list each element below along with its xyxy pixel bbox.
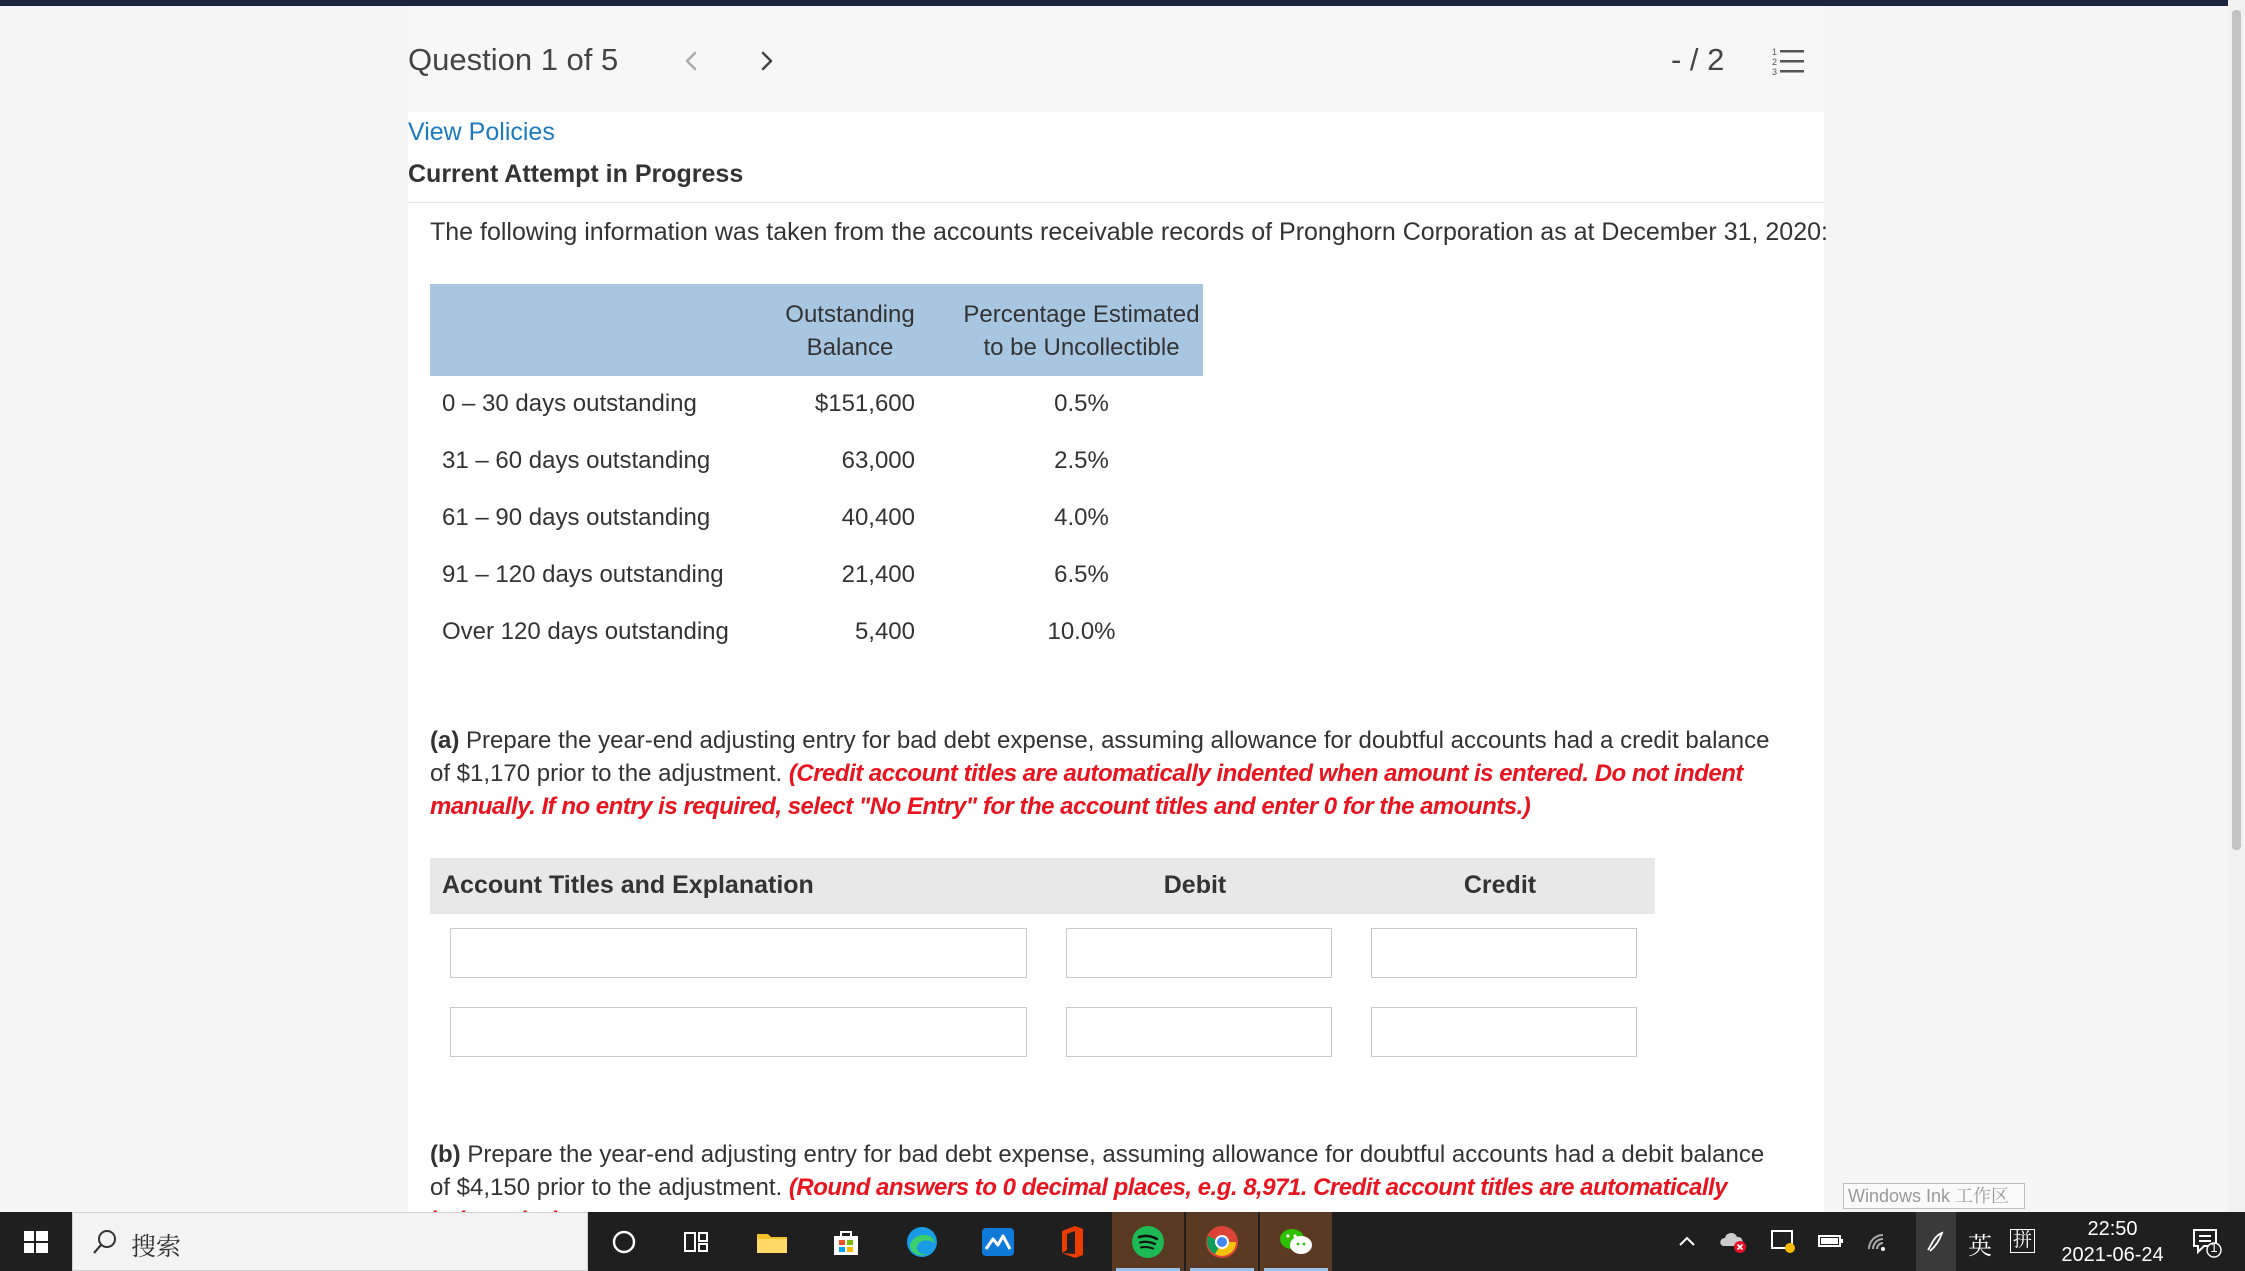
journal-entry-table: [430, 858, 1655, 1072]
table-row: 91 – 120 days outstanding 21,400 6.5%: [442, 561, 1109, 588]
problem-intro: The following information was taken from the accounts receivable records of Pronghorn Corporation as at December 31, 2020:: [430, 218, 1828, 246]
wifi-icon[interactable]: [1864, 1226, 1894, 1256]
col-percentage-uncollectible: Percentage Estimated to be Uncollectible: [963, 301, 1200, 361]
chevron-right-icon[interactable]: [752, 46, 782, 76]
col-account-titles: Account Titles and Explanation: [442, 871, 814, 899]
col-outstanding-balance: Outstanding Balance: [785, 301, 915, 361]
journal-header: [430, 858, 1655, 914]
debit-input[interactable]: [1066, 1007, 1332, 1057]
journal-row: [430, 914, 1655, 993]
numbered-list-icon[interactable]: [1772, 46, 1806, 76]
account-title-input[interactable]: [450, 1007, 1027, 1057]
office-icon[interactable]: [1036, 1212, 1108, 1271]
wechat-icon[interactable]: [1260, 1212, 1332, 1271]
aging-table: [430, 284, 1203, 661]
cloud-sync-error-icon[interactable]: [1718, 1226, 1748, 1256]
whiteboard-app-icon[interactable]: [962, 1212, 1034, 1271]
windows-taskbar: [0, 1212, 2245, 1271]
cortana-icon[interactable]: [588, 1212, 660, 1271]
question-header: [408, 6, 1824, 112]
credit-input[interactable]: [1371, 1007, 1637, 1057]
notification-count: 1: [2210, 1240, 2218, 1255]
system-clock[interactable]: [2040, 1216, 2185, 1268]
aging-table-header: [430, 284, 1203, 376]
ime-mode-indicator[interactable]: 拼: [2010, 1229, 2035, 1253]
attempt-status: Current Attempt in Progress: [408, 160, 744, 188]
svg-text:3: 3: [1772, 67, 1778, 77]
task-view-icon[interactable]: [660, 1212, 732, 1271]
search-placeholder: 搜索: [131, 1233, 182, 1261]
scrollbar-thumb[interactable]: [2232, 10, 2241, 850]
table-row: 31 – 60 days outstanding 63,000 2.5%: [442, 447, 1109, 474]
spotify-icon[interactable]: [1112, 1212, 1184, 1271]
windows-ink-label[interactable]: Windows Ink 工作区: [1843, 1183, 2025, 1209]
part-a-instruction: (Credit account titles are automatically indented when amount is entered. Do not indent manually. If no entry is required, select "No Entry" for the account titles and enter 0 for the amounts.): [430, 760, 1743, 820]
part-b-prompt: (b) Prepare the year-end adjusting entry for bad debt expense, assuming allowance for doubtful accounts had a debit balance of $4,150 prior to the adjustment. (Round answers to 0 decimal places, e.g. 8,971. Credit account titles are automatically: [430, 1138, 1780, 1204]
windows-start-icon[interactable]: [0, 1212, 72, 1271]
debit-input[interactable]: [1066, 928, 1332, 978]
search-icon: [91, 1228, 119, 1256]
account-title-input[interactable]: [450, 928, 1027, 978]
edge-browser-icon[interactable]: [886, 1212, 958, 1271]
part-b-instruction: (Round answers to 0 decimal places, e.g. 8,971. Credit account titles are automatically: [788, 1174, 1728, 1201]
store-icon[interactable]: [810, 1212, 882, 1271]
score-display: - / 2: [1671, 42, 1725, 77]
notification-center-icon[interactable]: [2190, 1226, 2222, 1258]
table-row: Over 120 days outstanding 5,400 10.0%: [442, 618, 1116, 645]
clock-date: 2021-06-24: [2061, 1244, 2164, 1266]
part-a-prompt: (a) Prepare the year-end adjusting entry for bad debt expense, assuming allowance for doubtful accounts had a credit balance of $1,170 prior to the adjustment. (Credit account titles are automatically indented when amount is entered. Do not indent manually. If no entry is required, select "No Entry" for the account titles and enter 0 for the amounts.): [430, 727, 1770, 820]
journal-row: [430, 993, 1655, 1072]
svg-text:1: 1: [1772, 47, 1778, 57]
input-language-indicator[interactable]: 英: [1968, 1233, 1992, 1260]
credit-input[interactable]: [1371, 928, 1637, 978]
divider: [408, 202, 1824, 203]
view-policies-link[interactable]: View Policies: [408, 118, 555, 146]
file-explorer-icon[interactable]: [736, 1212, 808, 1271]
page-scrollbar[interactable]: [2228, 0, 2245, 1212]
svg-text:2: 2: [1772, 57, 1778, 67]
battery-icon[interactable]: [1816, 1226, 1846, 1256]
chrome-icon[interactable]: [1186, 1212, 1258, 1271]
security-alert-icon[interactable]: [1768, 1226, 1798, 1256]
taskbar-search-box[interactable]: [72, 1212, 588, 1271]
col-debit: Debit: [1163, 871, 1227, 899]
question-counter: Question 1 of 5: [408, 42, 619, 77]
pen-workspace-icon[interactable]: [1916, 1212, 1956, 1271]
table-row: 0 – 30 days outstanding $151,600 0.5%: [442, 390, 1109, 417]
clock-time: 22:50: [2087, 1218, 2138, 1240]
question-content: [408, 112, 1828, 1212]
chevron-left-icon[interactable]: [676, 46, 706, 76]
col-credit: Credit: [1463, 871, 1537, 899]
chevron-up-icon[interactable]: [1672, 1226, 1702, 1256]
table-row: 61 – 90 days outstanding 40,400 4.0%: [442, 504, 1109, 531]
